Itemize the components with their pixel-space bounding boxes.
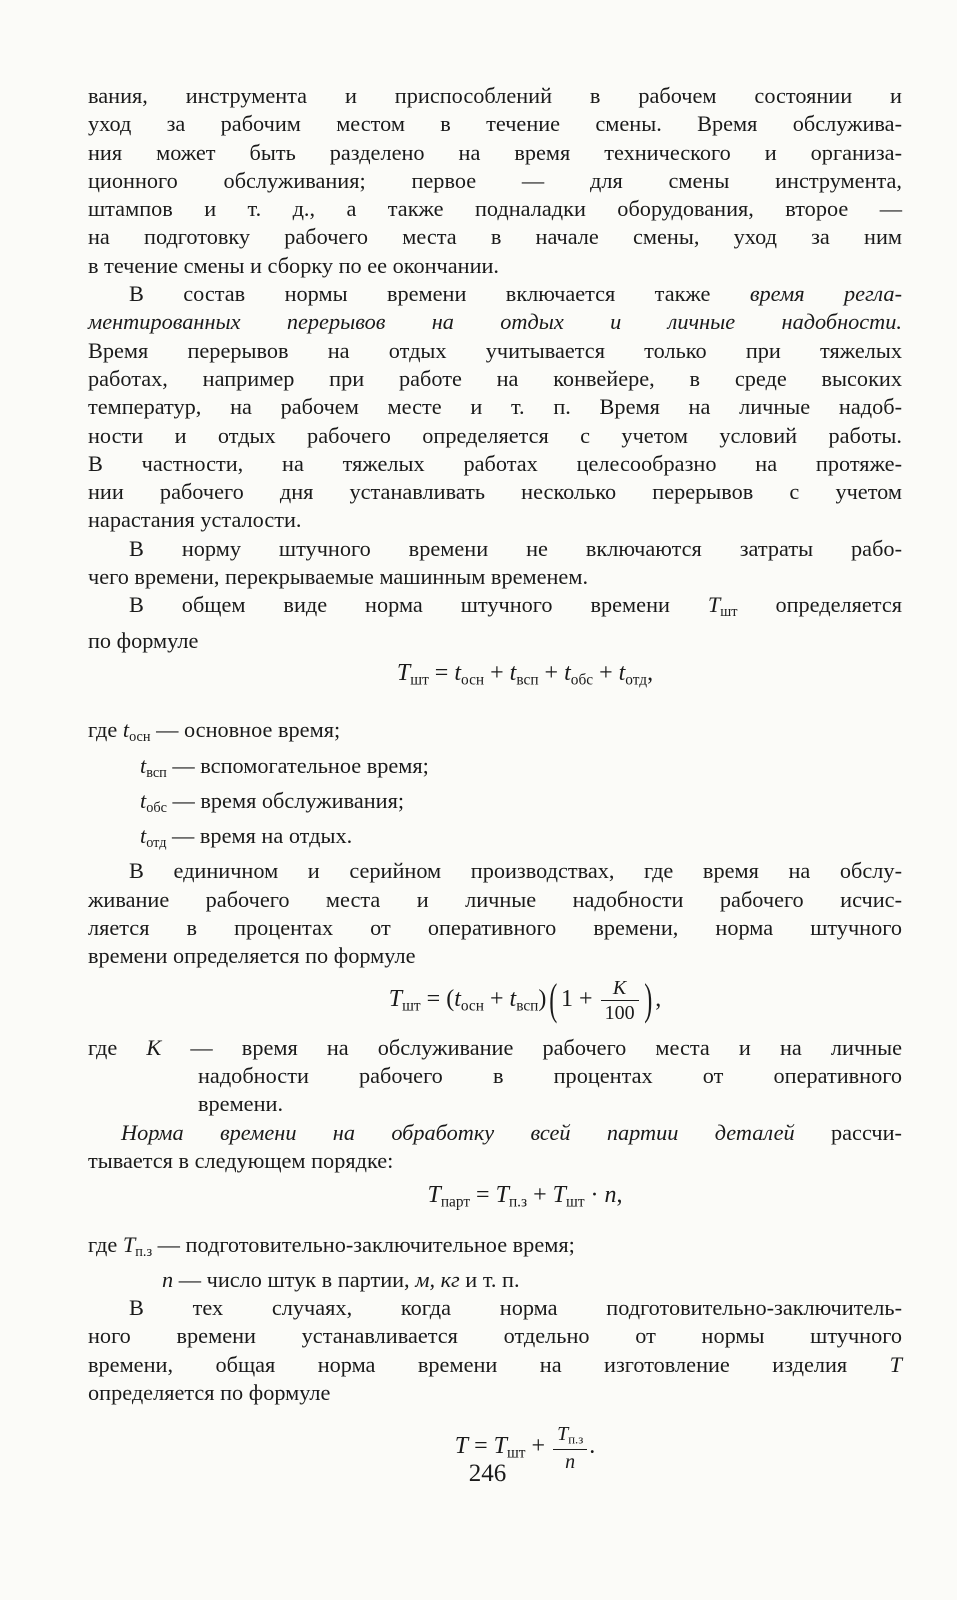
math-symbol: T <box>707 592 721 618</box>
text-line: штампов и т. д., а также подналадки оборудования, второе — <box>88 196 902 222</box>
text-line: В тех случаях, когда норма подготовительно-заключитель- <box>129 1295 902 1321</box>
formula-piece-time: $T_{шт} = t_{осн} + t_{всп} + t_{обс} + t_{отд}$, <box>396 659 654 689</box>
paragraph-3 <box>88 535 902 592</box>
text-line: ного времени устанавливается отдельно от нормы штучного <box>88 1323 902 1349</box>
text-line: ционного обслуживания; первое — для смены инструмента, <box>88 167 902 193</box>
definition-item: надобности рабочего в процентах от оперативного <box>198 1063 902 1089</box>
emphasis-text: время регла- <box>749 281 903 307</box>
text-line: нарастания усталости. <box>88 507 302 533</box>
text-line: ности и отдых рабочего определяется с учетом условий работы. <box>88 422 902 448</box>
text-line: температур, на рабочем месте и т. п. Время на личные надоб- <box>88 394 902 420</box>
text-line: тывается в следующем порядке: <box>88 1148 394 1174</box>
paragraph-1 <box>88 82 902 280</box>
paragraph-6 <box>88 1119 902 1176</box>
text-line: определяется по формуле <box>88 1380 331 1406</box>
text-line: В общем виде норма штучного времени $T_{шт}$ определяется <box>129 592 902 621</box>
text-line: уход за рабочим местом в течение смены. Время обслужива- <box>88 111 902 137</box>
text-line: Время перерывов на отдых учитывается только при тяжелых <box>88 337 902 363</box>
page-body <box>88 82 902 1479</box>
text-line: В частности, на тяжелых работах целесообразно на протяже- <box>88 450 902 476</box>
text-line: времени, общая норма времени на изготовление изделия T <box>88 1351 902 1377</box>
paragraph-7 <box>88 1294 902 1407</box>
definition-item: где K — время на обслуживание рабочего места и на личные <box>88 1034 902 1060</box>
text-line: ляется в процентах от оперативного времени, норма штучного <box>88 914 902 940</box>
fraction: $\frac{T_{п.з}}{n}$ <box>553 1424 587 1471</box>
definition-item: где $t_{осн}$ — основное время; <box>88 717 341 746</box>
formula-piece-time-percent: $T_{шт} = (t_{осн} + t_{всп})$( 1 + $\frac{K}{100}$ ) , <box>388 975 662 1025</box>
text-line: нии рабочего дня устанавливать несколько перерывов с учетом <box>88 479 902 505</box>
definition-item: $t_{отд}$ — время на отдых. <box>140 823 353 852</box>
text-line: Норма времени на обработку всей партии деталей рассчи- <box>121 1119 902 1145</box>
definition-item: времени. <box>198 1091 284 1117</box>
text-line: чего времени, перекрываемые машинным временем. <box>88 564 589 590</box>
definition-item: где $T_{п.з}$ — подготовительно-заключительное время; <box>88 1231 575 1260</box>
definition-item: $t_{обс}$ — время обслуживания; <box>140 787 405 816</box>
text-line: ния может быть разделено на время технического и организа- <box>88 139 902 165</box>
definition-item: $t_{всп}$ — вспомогательное время; <box>140 752 429 781</box>
definition-k <box>88 1034 902 1119</box>
definition-list <box>88 716 902 857</box>
emphasis-text: ментированных перерывов на отдых и личные надобности. <box>88 309 902 335</box>
text-line: в течение смены и сборку по ее окончании. <box>88 252 500 278</box>
text-line: живание рабочего места и личные надобности рабочего исчис- <box>88 886 902 912</box>
page-number: 246 <box>468 1460 507 1487</box>
fraction: $\frac{K}{100}$ <box>601 978 639 1023</box>
text-line: работах, например при работе на конвейере, в среде высоких <box>88 365 902 391</box>
text-line: на подготовку рабочего места в начале смены, уход за ним <box>88 224 902 250</box>
text-line: В единичном и серийном производствах, где время на обслу- <box>129 858 902 884</box>
text-line: В состав нормы времени включается также время регла- <box>129 281 903 307</box>
text-line: времени определяется по формуле <box>88 943 416 969</box>
formula-total-time: $T = T_{шт}$ + $\frac{T_{п.з}}{n}$ . <box>454 1423 596 1473</box>
text-line: вания, инструмента и приспособлений в рабочем состоянии и <box>88 83 902 108</box>
formula-batch-time: $T_{парт} = T_{п.з} + T_{шт} \cdot n$, <box>427 1182 623 1211</box>
paragraph-5 <box>88 857 902 970</box>
definition-item: n — число штук в партии, м, кг и т. п. <box>162 1266 520 1292</box>
emphasis-text: Норма времени на обработку всей партии деталей <box>121 1119 795 1145</box>
paragraph-4 <box>88 591 902 655</box>
definition-list-2 <box>88 1231 902 1295</box>
text-line: по формуле <box>88 627 199 653</box>
paragraph-2 <box>88 280 902 535</box>
text-line: В норму штучного времени не включаются затраты рабо- <box>129 535 902 561</box>
